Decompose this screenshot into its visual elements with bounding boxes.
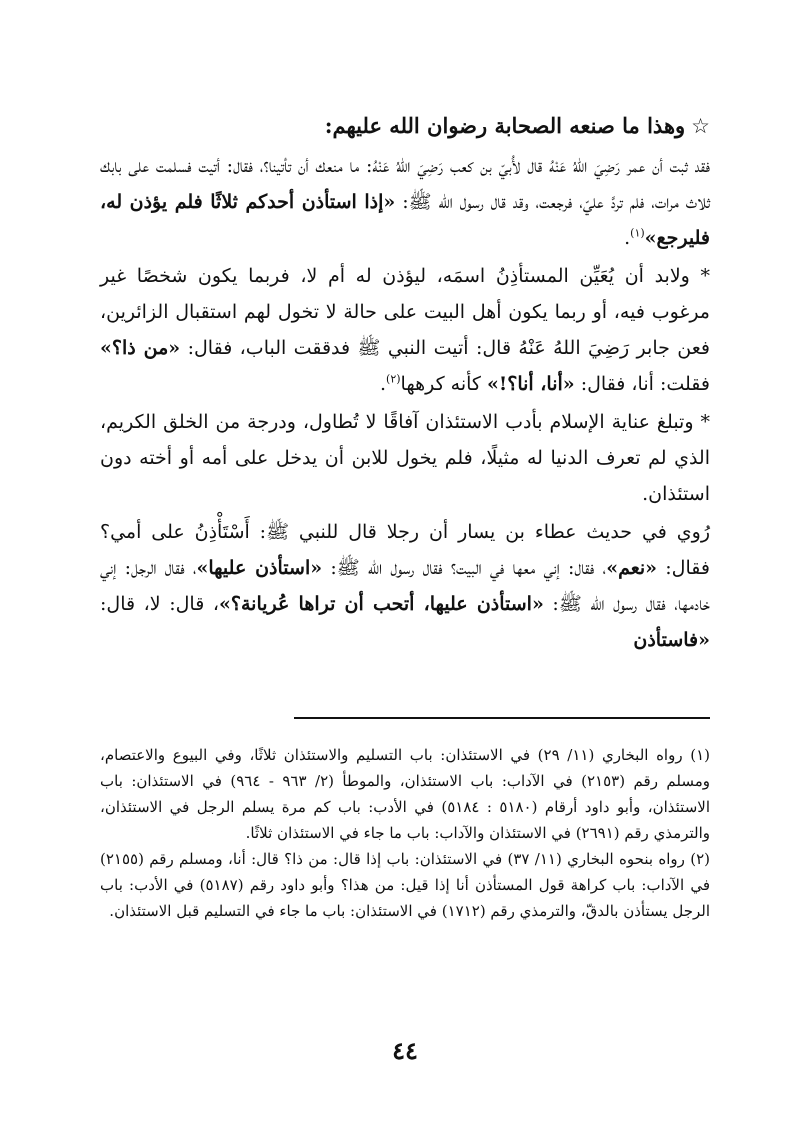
page-body [100, 108, 710, 660]
p4-quote-1: «نعم» [606, 557, 658, 579]
p4-mid-2: ، فقال الرجل: إني خادمها، فقال رسول الله ﷺ: [100, 557, 710, 615]
p2-mid-1: فقلت: أنا، فقال: [574, 373, 710, 395]
p1-end: . [624, 227, 631, 249]
p2-quote-1: «من ذا؟» [100, 337, 181, 359]
p1-hadith: «إذا استأذن أحدكم ثلاثًا فلم يؤذن له، فليرجع» [100, 191, 710, 249]
p4-text: رُوي في حديث عطاء بن يسار أن رجلا قال للنبي ﷺ: أَسْتَأْذِنُ على أمي؟ فقال: [100, 521, 710, 579]
footnote-2: (٢) رواه بنحوه البخاري (١١/ ٣٧) في الاستئذان: باب إذا قال: من ذا؟ قال: أنا، ومسلم رقم (٢١٥٥) في الآداب: باب كراهة قول المستأذن أنا إذا قيل: من هذا؟ وأبو داود رقم (٥١٨٧) في الأدب: باب الرجل يستأذن بالدقّ، والترمذي رقم (١٧١٢) في الاستئذان: باب ما جاء في التسليم قبل الاستئذان. [100, 850, 710, 920]
page-number: ٤٤ [392, 1036, 418, 1065]
footnote-divider [294, 717, 710, 719]
p2-end: . [379, 373, 387, 395]
footnotes [100, 742, 710, 924]
section-heading [100, 108, 710, 144]
p2-mid-2: كأنه كرهها [400, 373, 488, 395]
p1-text: فقد ثبت أن عمر رَضِيَ اللهُ عَنْهُ قال لأُبيّ بن كعب رَضِيَ اللهُ عَنْهُ: ما منعك أن تأتينا؟، فقال: أتيت فسلمت على بابك ثلاث مرات، فلم تردَّ عليّ، فرجعت، وقد قال رسول الله ﷺ: [100, 155, 710, 213]
heading-text: وهذا ما صنعه الصحابة رضوان الله عليهم: [324, 113, 686, 138]
paragraph-2 [100, 258, 710, 402]
paragraph-3: * وتبلغ عناية الإسلام بأدب الاستئذان آفاقًا لا تُطاول، ودرجة من الخلق الكريم، الذي لم تعرف الدنيا له مثيلًا، فلم يخول للابن أن يدخل على أمه أو أخته دون استئذان. [100, 411, 710, 505]
p4-quote-2: «استأذن عليها» [196, 557, 323, 579]
p4-quote-4: «فاستأذن [633, 629, 710, 651]
paragraph-4 [100, 514, 710, 658]
footnote-ref-1: (١) [630, 226, 645, 240]
p2-quote-2: «أنا، أنا؟!» [487, 373, 575, 395]
footnote-1: (١) رواه البخاري (١١/ ٢٩) في الاستئذان: باب التسليم والاستئذان ثلاثًا، وفي البيوع والاعتصام، ومسلم رقم (٢١٥٣) في الآداب: باب الاستئذان، والموطأ (٢/ ٩٦٣ - ٩٦٤) في الاستئذان: باب الاستئذان، وأبو داود أرقام (٥١٨٠ : ٥١٨٤) في الأدب: باب كم مرة يسلم الرجل في الاستئذان، والترمذي رقم (٢٦٩١) في الاستئذان والآداب: باب ما جاء في الاستئذان ثلاثًا. [100, 746, 711, 842]
star-icon: ☆ [691, 114, 710, 138]
paragraph-1 [100, 148, 710, 256]
p2-text: * ولابد أن يُعَيِّن المستأذِنُ اسمَه، ليؤذن له أم لا، فربما يكون شخصًا غير مرغوب فيه، أو ربما يكون أهل البيت على حالة لا تخول لهم استقبال الزائرين، فعن جابر رَضِيَ اللهُ عَنْهُ قال: أتيت النبي ﷺ فدققت الباب، فقال: [100, 265, 710, 359]
p4-quote-3: «استأذن عليها، أتحب أن تراها عُريانة؟» [219, 593, 544, 615]
p4-mid-3: ، قال: لا، قال: [100, 593, 220, 615]
p4-mid-1: ، فقال: إني معها في البيت؟ فقال رسول الله ﷺ: [322, 557, 607, 579]
footnote-ref-2: (٢) [386, 372, 401, 386]
